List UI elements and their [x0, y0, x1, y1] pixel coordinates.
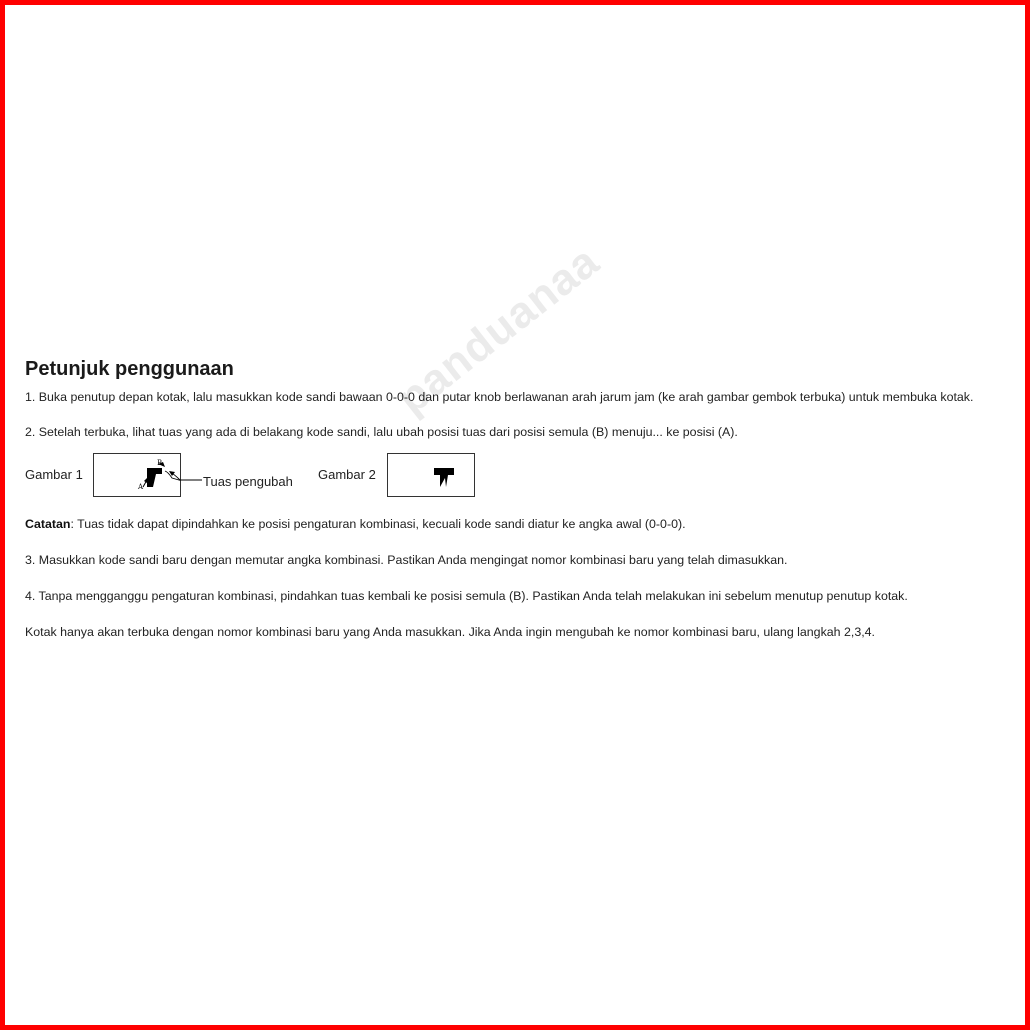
instruction-step-4: 4. Tanpa mengganggu pengaturan kombinasi, pindahkan tuas kembali ke posisi semula (B). Pastikan Anda telah melakukan ini sebelum menutup penutup kotak.	[25, 589, 908, 603]
instruction-step-2: 2. Setelah terbuka, lihat tuas yang ada di belakang kode sandi, lalu ubah posisi tuas dari posisi semula (B) menuju... ke posisi (A).	[25, 425, 738, 439]
instruction-step-1: 1. Buka penutup depan kotak, lalu masukkan kode sandi bawaan 0-0-0 dan putar knob berlawanan arah jarum jam (ke arah gambar gembok terbuka) untuk membuka kotak.	[25, 390, 974, 404]
marker-b: B	[157, 459, 163, 467]
figure-1-label: Gambar 1	[25, 467, 83, 482]
instructions-section	[25, 356, 1020, 641]
figure-2-box	[387, 453, 475, 497]
note-text: : Tuas tidak dapat dipindahkan ke posisi pengaturan kombinasi, kecuali kode sandi diatur ke angka awal (0-0-0).	[70, 517, 686, 531]
marker-a: A	[138, 483, 144, 491]
figure-2-label: Gambar 2	[318, 467, 376, 482]
lever-diagram-position-b	[388, 454, 474, 496]
watermark: panduanaa	[388, 236, 609, 424]
figure-row	[25, 453, 1020, 499]
page-title: Petunjuk penggunaan	[25, 358, 234, 380]
note	[25, 516, 1020, 533]
instruction-step-3: 3. Masukkan kode sandi baru dengan memutar angka kombinasi. Pastikan Anda mengingat nomor kombinasi baru yang telah dimasukkan.	[25, 553, 788, 567]
lever-callout-label: Tuas pengubah	[203, 474, 293, 489]
closing-note: Kotak hanya akan terbuka dengan nomor kombinasi baru yang Anda masukkan. Jika Anda ingin mengubah ke nomor kombinasi baru, ulang langkah 2,3,4.	[25, 625, 875, 639]
note-label: Catatan	[25, 517, 71, 531]
callout-arrow-icon	[168, 470, 204, 484]
